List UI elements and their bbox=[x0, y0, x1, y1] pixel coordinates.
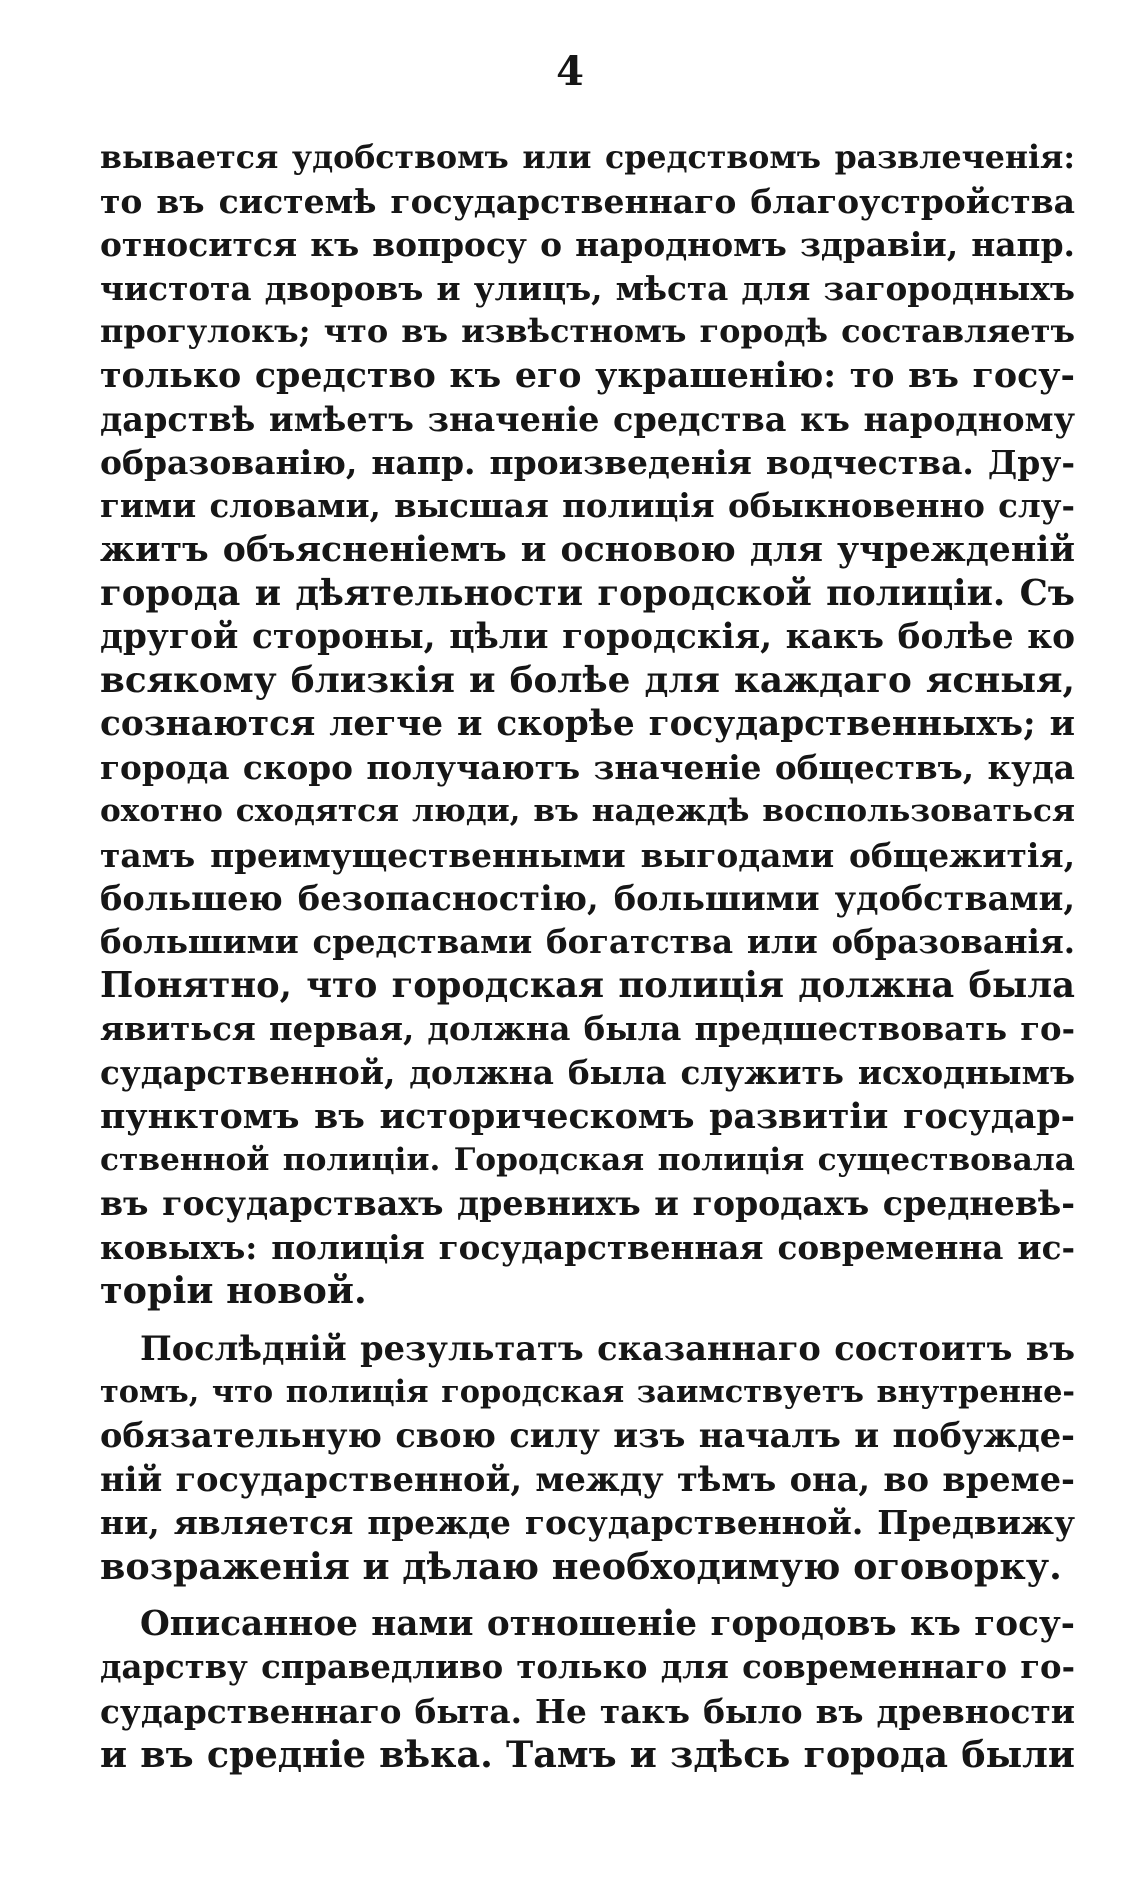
text-line: города скоро получаютъ значеніе обществъ, куда bbox=[100, 748, 1075, 788]
text-line: Описанное нами отношеніе городовъ къ госу- bbox=[140, 1603, 1075, 1644]
text-line: образованію, напр. произведенія водчества. Дру- bbox=[100, 443, 1075, 483]
paragraph-gap bbox=[100, 1589, 1075, 1603]
text-line: относится къ вопросу о народномъ здравіи, напр. bbox=[100, 225, 1075, 265]
text-line: обязательную свою силу изъ началъ и побужде- bbox=[100, 1415, 1075, 1456]
text-line: другой стороны, цѣли городскія, какъ болѣе ко bbox=[100, 616, 1075, 657]
text-line: Понятно, что городская полиція должна была bbox=[100, 965, 1075, 1007]
text-line: житъ объясненіемъ и основою для учрежденій bbox=[100, 529, 1075, 571]
text-line: ній государственной, между тѣмъ она, во време- bbox=[100, 1458, 1075, 1499]
text-line: чистота дворовъ и улицъ, мѣста для загородныхъ bbox=[100, 268, 1075, 308]
text-line: сударственной, должна была служить исходнымъ bbox=[100, 1053, 1075, 1093]
text-line: и въ средніе вѣка. Тамъ и здѣсь города были bbox=[100, 1733, 1075, 1777]
text-line: ковыхъ: полиція государственная современна ис- bbox=[100, 1227, 1075, 1267]
text-line: то въ системѣ государственнаго благоустройства bbox=[100, 181, 1075, 221]
text-line: явиться первая, должна была предшествовать го- bbox=[100, 1009, 1075, 1048]
text-line: города и дѣятельности городской полиціи. Съ bbox=[100, 572, 1075, 614]
text-line: ни, является прежде государственной. Предвижу bbox=[100, 1503, 1075, 1543]
text-line: торіи новой. bbox=[100, 1269, 367, 1313]
paragraph-3 bbox=[100, 1603, 1075, 1777]
text-line: тамъ преимущественными выгодами общежитія, bbox=[100, 835, 1075, 875]
text-line: въ государствахъ древнихъ и городахъ средневѣ- bbox=[100, 1184, 1075, 1224]
text-line: дарствѣ имѣетъ значеніе средства къ народному bbox=[100, 399, 1075, 439]
text-line: охотно сходятся люди, въ надеждѣ воспользоваться bbox=[100, 792, 1075, 829]
text-line: вывается удобствомъ или средствомъ развлеченія: bbox=[100, 139, 1075, 176]
text-line: большею безопасностію, большими удобствами, bbox=[100, 879, 1075, 919]
text-line: только средство къ его украшенію: то въ госу- bbox=[100, 354, 1075, 396]
text-line: дарству справедливо только для современнаго го- bbox=[100, 1648, 1075, 1687]
text-line: сознаются легче и скорѣе государственныхъ; и bbox=[100, 703, 1075, 744]
body-text bbox=[100, 136, 1075, 1777]
text-line: возраженія и дѣлаю необходимую оговорку. bbox=[100, 1545, 1062, 1588]
text-line: гими словами, высшая полиція обыкновенно слу- bbox=[100, 486, 1075, 525]
text-line: сударственнаго быта. Не такъ было въ древности bbox=[100, 1691, 1075, 1731]
text-line: всякому близкія и болѣе для каждаго ясныя, bbox=[100, 659, 1075, 702]
text-line: большими средствами богатства или образованія. bbox=[100, 922, 1075, 961]
paragraph-2 bbox=[100, 1327, 1075, 1589]
paragraph-gap bbox=[100, 1313, 1075, 1327]
text-line: Послѣдній результатъ сказаннаго состоитъ въ bbox=[140, 1328, 1075, 1369]
text-line: пунктомъ въ историческомъ развитіи государ- bbox=[100, 1096, 1075, 1138]
page-number: 4 bbox=[556, 48, 584, 95]
text-line: томъ, что полиція городская заимствуетъ внутренне- bbox=[100, 1373, 1075, 1410]
paragraph-1 bbox=[100, 136, 1075, 1313]
text-line: прогулокъ; что въ извѣстномъ городѣ составляетъ bbox=[100, 312, 1075, 351]
text-line: ственной полиціи. Городская полиція существовала bbox=[100, 1141, 1075, 1178]
